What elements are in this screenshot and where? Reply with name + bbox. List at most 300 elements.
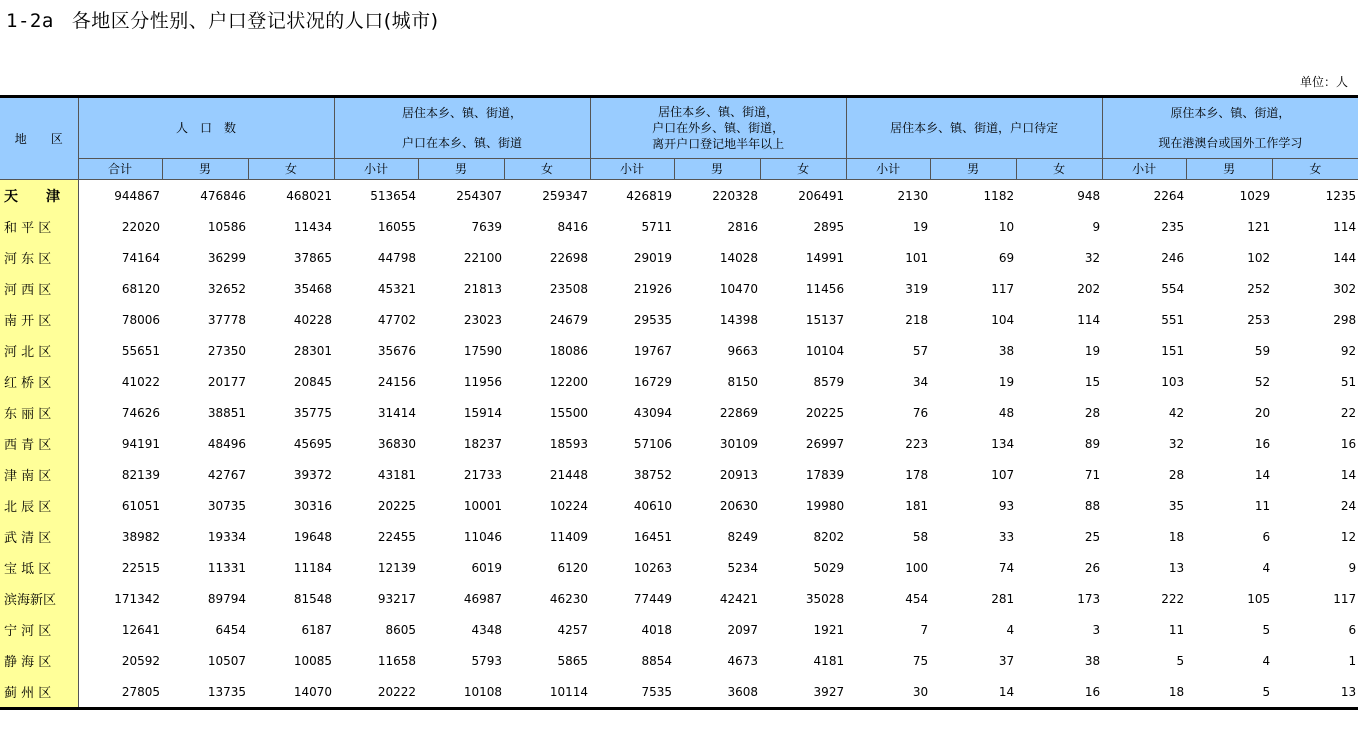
table-cell: 68120: [121, 281, 160, 296]
table-row: [0, 614, 1358, 645]
table-cell: 15500: [549, 405, 589, 420]
table-cell: 23508: [549, 281, 589, 296]
table-cell: 281: [991, 591, 1015, 606]
table-cell: 8249: [727, 529, 759, 544]
table-cell: 22698: [549, 250, 589, 265]
region-header: 地 区: [0, 97, 78, 180]
table-cell: 21813: [463, 281, 503, 296]
table-cell: 19: [912, 219, 929, 234]
region-name: 武 清 区: [0, 521, 78, 552]
table-cell: 144: [1333, 250, 1357, 265]
table-cell: 10470: [719, 281, 759, 296]
table-cell: 10263: [633, 560, 673, 575]
table-cell: 11: [1254, 498, 1271, 513]
table-cell: 58: [912, 529, 929, 544]
table-cell: 513654: [334, 180, 418, 212]
table-cell: 75: [912, 653, 929, 668]
table-cell: 11184: [293, 560, 333, 575]
table-cell: 426819: [590, 180, 674, 212]
table-cell: 74626: [121, 405, 160, 420]
table-cell: 3927: [760, 676, 846, 709]
table-cell: 22020: [121, 219, 160, 234]
table-row: [0, 180, 1358, 212]
table-cell: 134: [991, 436, 1015, 451]
table-cell: 34: [912, 374, 929, 389]
table-cell: 48496: [207, 436, 246, 451]
table-cell: 151: [1161, 343, 1185, 358]
subcolumn-header: 女: [504, 159, 590, 180]
table-cell: 24679: [549, 312, 589, 327]
table-cell: 82139: [121, 467, 160, 482]
group-header: [78, 97, 334, 159]
table-cell: 3608: [674, 676, 760, 709]
table-cell: 23023: [463, 312, 503, 327]
table-cell: 10114: [504, 676, 590, 709]
region-name: 津 南 区: [0, 459, 78, 490]
table-cell: 30316: [293, 498, 333, 513]
table-cell: 59: [1254, 343, 1271, 358]
table-cell: 10586: [207, 219, 246, 234]
table-cell: 27350: [207, 343, 246, 358]
table-cell: 4018: [641, 622, 673, 637]
region-name: 河 北 区: [0, 335, 78, 366]
table-cell: 218: [905, 312, 929, 327]
table-cell: 2816: [727, 219, 759, 234]
table-cell: 14028: [719, 250, 759, 265]
table-cell: 181: [905, 498, 929, 513]
table-cell: 2130: [846, 180, 930, 212]
group-header: [334, 97, 590, 159]
table-cell: 21733: [463, 467, 503, 482]
table-cell: 4348: [471, 622, 503, 637]
table-cell: 20225: [805, 405, 845, 420]
table-cell: 20913: [719, 467, 759, 482]
table-cell: 28301: [293, 343, 333, 358]
table-body: [0, 180, 1358, 709]
table-cell: 254307: [418, 180, 504, 212]
table-cell: 4: [1006, 622, 1015, 637]
table-cell: 71: [1084, 467, 1101, 482]
group-header-line: 原住本乡、镇、街道，: [1170, 106, 1291, 120]
group-header: [846, 97, 1102, 159]
table-cell: 5: [1186, 676, 1272, 709]
table-cell: 36299: [207, 250, 246, 265]
table-cell: 11456: [805, 281, 845, 296]
group-header: [590, 97, 846, 159]
table-cell: 37778: [207, 312, 246, 327]
table-cell: 89: [1084, 436, 1101, 451]
table-cell: 1: [1348, 653, 1357, 668]
table-cell: 1029: [1186, 180, 1272, 212]
table-cell: 5865: [557, 653, 589, 668]
page-title: [6, 6, 439, 33]
table-cell: 15137: [805, 312, 845, 327]
table-cell: 6: [1262, 529, 1271, 544]
subcolumn-header: 女: [248, 159, 334, 180]
population-table: [0, 95, 1358, 710]
table-cell: 35028: [805, 591, 845, 606]
region-name: 红 桥 区: [0, 366, 78, 397]
table-cell: 5793: [471, 653, 503, 668]
table-cell: 5: [1176, 653, 1185, 668]
table-cell: 948: [1016, 180, 1102, 212]
unit-label: 单位：人: [1299, 75, 1348, 89]
table-cell: 302: [1333, 281, 1357, 296]
table-cell: 46987: [463, 591, 503, 606]
table-cell: 104: [991, 312, 1015, 327]
table-cell: 28: [1168, 467, 1185, 482]
table-cell: 30735: [207, 498, 246, 513]
group-header-line: 人 口 数: [176, 121, 237, 135]
table-row: [0, 552, 1358, 583]
table-cell: 14070: [248, 676, 334, 709]
table-cell: 47702: [377, 312, 417, 327]
table-cell: 10104: [805, 343, 845, 358]
table-cell: 6187: [301, 622, 333, 637]
table-code: 1-2a: [6, 10, 54, 32]
table-cell: 42767: [207, 467, 246, 482]
subcolumn-header: 女: [760, 159, 846, 180]
table-cell: 35676: [377, 343, 417, 358]
region-name: 北 辰 区: [0, 490, 78, 521]
table-cell: 52: [1254, 374, 1271, 389]
table-cell: 38: [998, 343, 1015, 358]
table-cell: 30109: [719, 436, 759, 451]
table-cell: 19: [1084, 343, 1101, 358]
table-cell: 17839: [805, 467, 845, 482]
table-cell: 24: [1340, 498, 1357, 513]
table-cell: 11956: [463, 374, 503, 389]
table-cell: 10224: [549, 498, 589, 513]
table-cell: 30: [846, 676, 930, 709]
table-cell: 9: [1092, 219, 1101, 234]
table-cell: 101: [905, 250, 929, 265]
table-cell: 46230: [549, 591, 589, 606]
region-name: 蓟 州 区: [0, 676, 78, 709]
table-cell: 57: [912, 343, 929, 358]
table-cell: 78006: [121, 312, 160, 327]
table-cell: 20592: [121, 653, 160, 668]
table-cell: 21448: [549, 467, 589, 482]
table-cell: 14: [1254, 467, 1271, 482]
table-cell: 6: [1348, 622, 1357, 637]
table-cell: 6454: [215, 622, 246, 637]
table-cell: 20222: [334, 676, 418, 709]
table-cell: 18593: [549, 436, 589, 451]
table-cell: 94191: [121, 436, 160, 451]
table-cell: 19767: [633, 343, 673, 358]
table-cell: 5711: [641, 219, 673, 234]
table-cell: 223: [905, 436, 929, 451]
table-row: [0, 397, 1358, 428]
table-cell: 92: [1340, 343, 1357, 358]
table-cell: 11434: [293, 219, 333, 234]
table-cell: 171342: [114, 591, 160, 606]
table-cell: 48: [998, 405, 1015, 420]
table-cell: 35468: [293, 281, 333, 296]
table-cell: 554: [1161, 281, 1185, 296]
table-cell: 42421: [719, 591, 759, 606]
table-cell: 24156: [377, 374, 417, 389]
group-header-line: 离开户口登记地半年以上: [652, 137, 785, 151]
table-cell: 74: [998, 560, 1015, 575]
table-cell: 12139: [377, 560, 417, 575]
group-header-line: 居住本乡、镇、街道，户口待定: [890, 121, 1059, 135]
table-cell: 38752: [633, 467, 673, 482]
table-cell: 2097: [727, 622, 759, 637]
subcolumn-header: 女: [1272, 159, 1358, 180]
table-cell: 14398: [719, 312, 759, 327]
table-cell: 19980: [805, 498, 845, 513]
table-cell: 114: [1333, 219, 1357, 234]
table-cell: 9: [1348, 560, 1357, 575]
region-name: 南 开 区: [0, 304, 78, 335]
table-cell: 117: [991, 281, 1015, 296]
table-row: [0, 211, 1358, 242]
table-cell: 35775: [293, 405, 333, 420]
table-cell: 38851: [207, 405, 246, 420]
table-cell: 2264: [1102, 180, 1186, 212]
table-cell: 1182: [930, 180, 1016, 212]
table-cell: 28: [1084, 405, 1101, 420]
table-cell: 14: [930, 676, 1016, 709]
table-cell: 20845: [293, 374, 333, 389]
table-cell: 74164: [121, 250, 160, 265]
table-cell: 8416: [557, 219, 589, 234]
subcolumn-header: 小计: [334, 159, 418, 180]
table-cell: 8579: [813, 374, 845, 389]
table-cell: 40610: [633, 498, 673, 513]
table-cell: 102: [1247, 250, 1271, 265]
region-name: 东 丽 区: [0, 397, 78, 428]
group-header-line: 户口在外乡、镇、街道，: [652, 121, 785, 135]
table-cell: 114: [1077, 312, 1101, 327]
table-cell: 16: [1254, 436, 1271, 451]
table-cell: 38: [1084, 653, 1101, 668]
table-cell: 32652: [207, 281, 246, 296]
table-cell: 32: [1168, 436, 1185, 451]
table-cell: 16451: [633, 529, 673, 544]
table-cell: 7535: [590, 676, 674, 709]
table-cell: 45321: [377, 281, 417, 296]
table-cell: 202: [1077, 281, 1101, 296]
group-header: [1102, 97, 1358, 159]
table-cell: 117: [1333, 591, 1357, 606]
group-header-line: 现在港澳台或国外工作学习: [1158, 136, 1303, 150]
table-cell: 8854: [641, 653, 673, 668]
table-cell: 220328: [674, 180, 760, 212]
table-row: [0, 583, 1358, 614]
table-cell: 10001: [463, 498, 503, 513]
table-row: [0, 428, 1358, 459]
table-cell: 454: [905, 591, 929, 606]
table-cell: 32: [1084, 250, 1101, 265]
table-cell: 5234: [727, 560, 759, 575]
table-cell: 11331: [207, 560, 246, 575]
region-name: 静 海 区: [0, 645, 78, 676]
table-cell: 1921: [813, 622, 845, 637]
table-cell: 93217: [377, 591, 417, 606]
table-cell: 11: [1168, 622, 1185, 637]
subcolumn-header: 男: [162, 159, 248, 180]
table-cell: 8150: [727, 374, 759, 389]
table-row: [0, 273, 1358, 304]
table-row: [0, 242, 1358, 273]
table-cell: 26: [1084, 560, 1101, 575]
table-cell: 16729: [633, 374, 673, 389]
table-cell: 178: [905, 467, 929, 482]
table-row: [0, 490, 1358, 521]
table-cell: 22455: [377, 529, 417, 544]
table-cell: 18237: [463, 436, 503, 451]
table-cell: 29019: [633, 250, 673, 265]
table-cell: 246: [1161, 250, 1185, 265]
table-cell: 4: [1262, 653, 1271, 668]
table-cell: 12641: [121, 622, 160, 637]
table-cell: 12: [1340, 529, 1357, 544]
table-cell: 33: [998, 529, 1015, 544]
table-cell: 29535: [633, 312, 673, 327]
table-cell: 61051: [121, 498, 160, 513]
table-cell: 21926: [633, 281, 673, 296]
table-cell: 206491: [760, 180, 846, 212]
table-cell: 44798: [377, 250, 417, 265]
table-cell: 319: [905, 281, 929, 296]
table-cell: 7639: [471, 219, 503, 234]
table-cell: 39372: [293, 467, 333, 482]
table-cell: 235: [1161, 219, 1185, 234]
table-cell: 69: [998, 250, 1015, 265]
table-cell: 20177: [207, 374, 246, 389]
region-name: 宁 河 区: [0, 614, 78, 645]
group-header-line: 居住本乡、镇、街道，: [402, 106, 523, 120]
table-cell: 253: [1247, 312, 1271, 327]
table-cell: 105: [1247, 591, 1271, 606]
subcolumn-header: 男: [674, 159, 760, 180]
table-cell: 31414: [377, 405, 417, 420]
table-cell: 6019: [471, 560, 503, 575]
table-cell: 55651: [121, 343, 160, 358]
table-cell: 20: [1254, 405, 1271, 420]
region-name: 和 平 区: [0, 211, 78, 242]
table-cell: 19648: [293, 529, 333, 544]
table-cell: 14991: [805, 250, 845, 265]
table-cell: 6120: [557, 560, 589, 575]
region-name: 河 西 区: [0, 273, 78, 304]
table-cell: 81548: [293, 591, 333, 606]
group-header-line: 户口在本乡、镇、街道: [402, 136, 523, 150]
table-cell: 37: [998, 653, 1015, 668]
table-cell: 43181: [377, 467, 417, 482]
table-row: [0, 459, 1358, 490]
subcolumn-header: 男: [930, 159, 1016, 180]
table-cell: 10108: [418, 676, 504, 709]
table-cell: 13: [1272, 676, 1358, 709]
region-name: 滨海新区: [0, 583, 78, 614]
table-cell: 27805: [78, 676, 162, 709]
table-cell: 76: [912, 405, 929, 420]
table-cell: 173: [1077, 591, 1101, 606]
table-cell: 252: [1247, 281, 1271, 296]
table-row: [0, 335, 1358, 366]
table-cell: 15914: [463, 405, 503, 420]
table-cell: 11409: [549, 529, 589, 544]
region-name: 宝 坻 区: [0, 552, 78, 583]
subcolumn-header: 合计: [78, 159, 162, 180]
table-cell: 16: [1016, 676, 1102, 709]
table-row: [0, 676, 1358, 709]
region-name: 西 青 区: [0, 428, 78, 459]
subcolumn-header: 小计: [1102, 159, 1186, 180]
table-cell: 45695: [293, 436, 333, 451]
table-cell: 3: [1092, 622, 1101, 637]
table-cell: 22: [1340, 405, 1357, 420]
table-cell: 89794: [207, 591, 246, 606]
table-cell: 944867: [78, 180, 162, 212]
table-cell: 259347: [504, 180, 590, 212]
table-cell: 18: [1102, 676, 1186, 709]
table-cell: 16: [1340, 436, 1357, 451]
table-row: [0, 521, 1358, 552]
subcolumn-header: 小计: [590, 159, 674, 180]
table-cell: 88: [1084, 498, 1101, 513]
table-cell: 22869: [719, 405, 759, 420]
table-cell: 9663: [727, 343, 759, 358]
region-name: 河 东 区: [0, 242, 78, 273]
table-cell: 4257: [557, 622, 589, 637]
table-cell: 40228: [293, 312, 333, 327]
table-cell: 43094: [633, 405, 673, 420]
table-cell: 121: [1247, 219, 1271, 234]
subcolumn-header: 小计: [846, 159, 930, 180]
table-cell: 13735: [162, 676, 248, 709]
subcolumn-header: 男: [1186, 159, 1272, 180]
table-cell: 14: [1340, 467, 1357, 482]
table-cell: 22100: [463, 250, 503, 265]
table-cell: 36830: [377, 436, 417, 451]
table-cell: 15: [1084, 374, 1101, 389]
table-cell: 51: [1340, 374, 1357, 389]
table-cell: 38982: [121, 529, 160, 544]
table-cell: 17590: [463, 343, 503, 358]
table-cell: 22515: [121, 560, 160, 575]
table-cell: 11658: [377, 653, 417, 668]
table-cell: 2895: [813, 219, 845, 234]
subcolumn-header: 女: [1016, 159, 1102, 180]
table-cell: 20225: [377, 498, 417, 513]
table-cell: 18: [1168, 529, 1185, 544]
table-cell: 107: [991, 467, 1015, 482]
subcolumn-header: 男: [418, 159, 504, 180]
table-cell: 10085: [293, 653, 333, 668]
table-cell: 100: [905, 560, 929, 575]
table-cell: 4181: [813, 653, 845, 668]
table-cell: 1235: [1272, 180, 1358, 212]
table-header: [0, 97, 1358, 180]
table-cell: 93: [998, 498, 1015, 513]
table-cell: 4: [1262, 560, 1271, 575]
table-cell: 10: [998, 219, 1015, 234]
table-cell: 7: [920, 622, 929, 637]
table-cell: 12200: [549, 374, 589, 389]
table-cell: 4673: [727, 653, 759, 668]
table-cell: 5: [1262, 622, 1271, 637]
table-row: [0, 645, 1358, 676]
table-cell: 8605: [385, 622, 417, 637]
table-cell: 26997: [805, 436, 845, 451]
table-cell: 476846: [162, 180, 248, 212]
table-cell: 13: [1168, 560, 1185, 575]
